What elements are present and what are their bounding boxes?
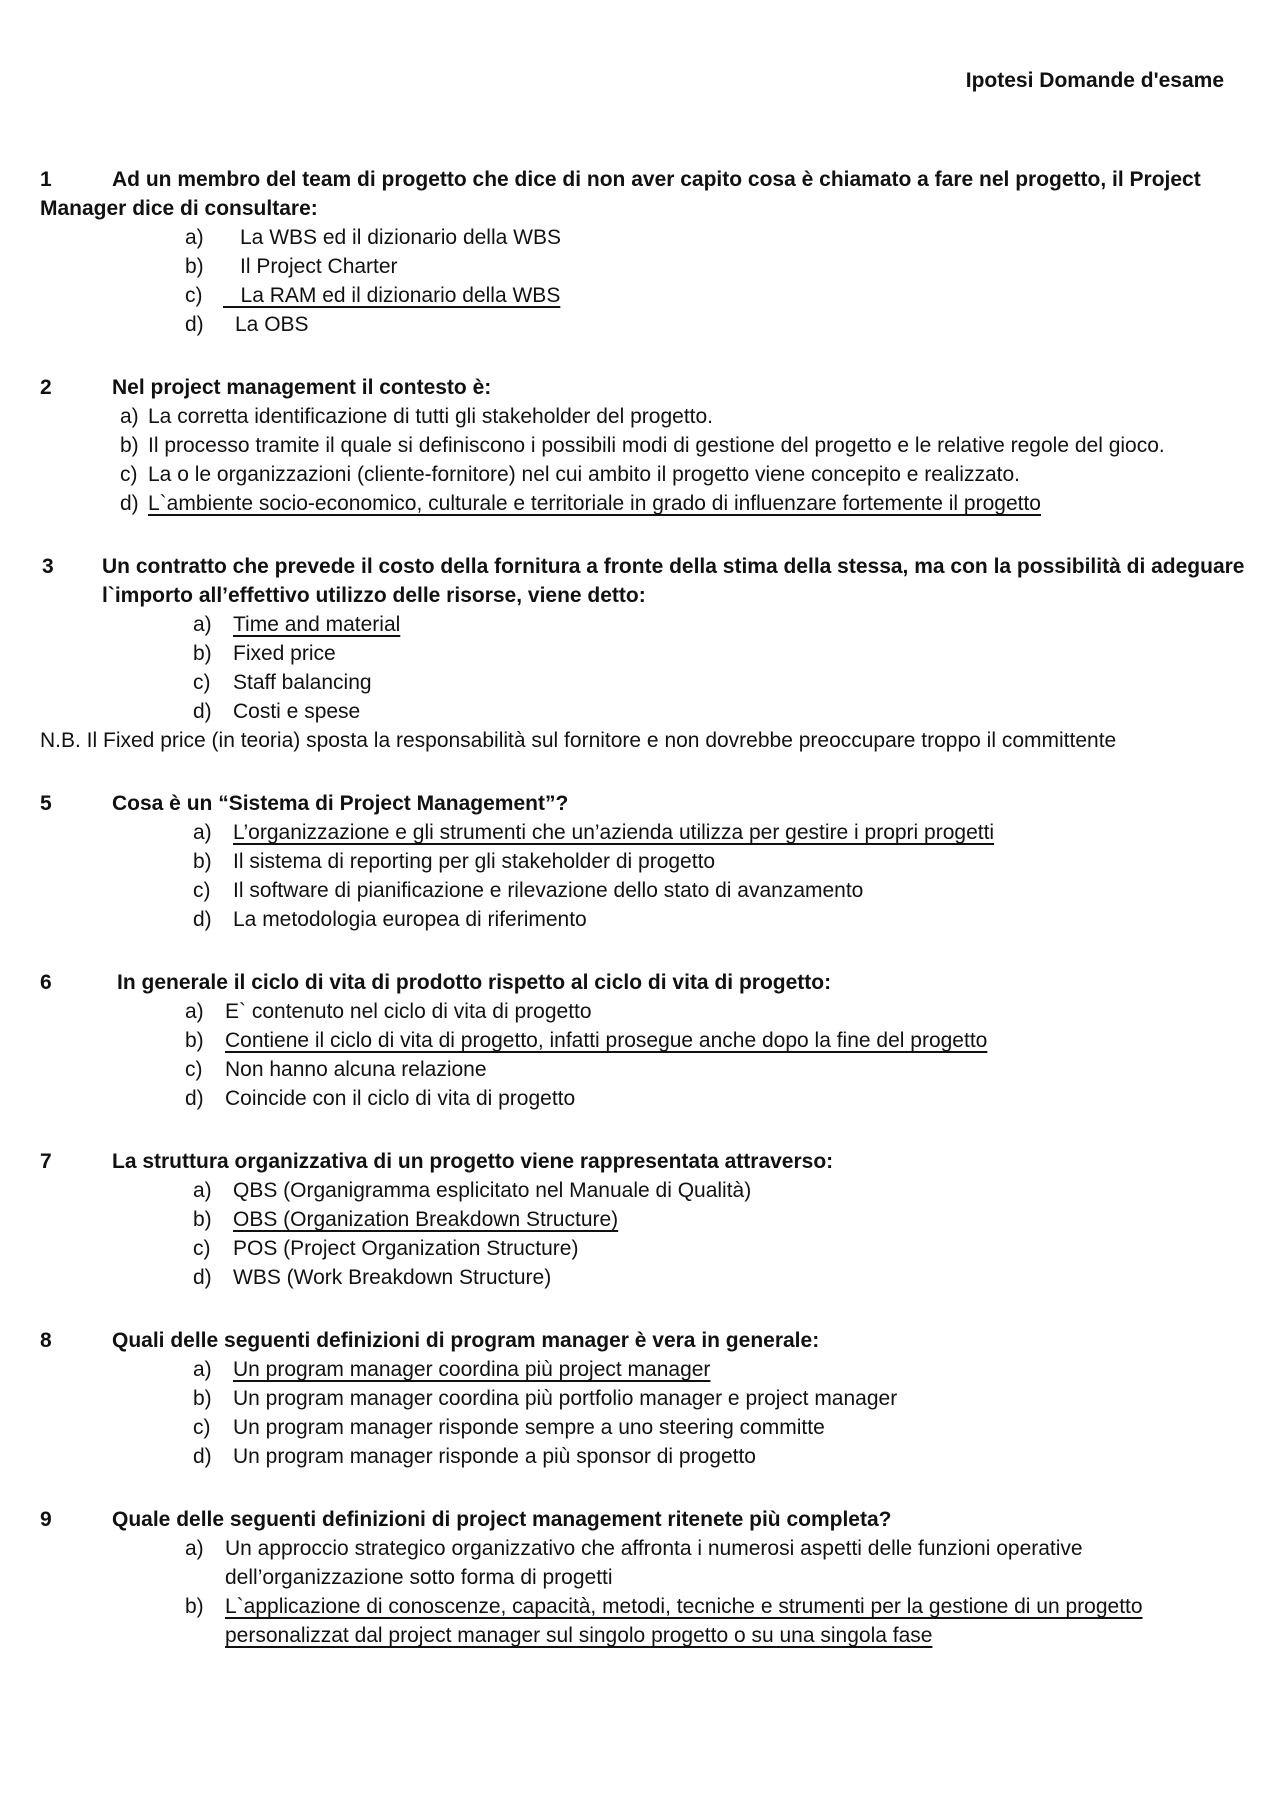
option-text: La RAM ed il dizionario della WBS <box>240 284 561 307</box>
option-text: Non hanno alcuna relazione <box>225 1058 487 1081</box>
question-text: 9 Quale delle seguenti definizioni di project management ritenete più completa? <box>40 1505 1250 1534</box>
option-text: Staff balancing <box>233 671 372 694</box>
question-number: 2 <box>40 376 52 399</box>
question-2 <box>40 373 1250 518</box>
option-letter: d) <box>193 908 212 931</box>
option-text: Contiene il ciclo di vita di progetto, infatti prosegue anche dopo la fine del progetto <box>225 1029 988 1052</box>
option-text: WBS (Work Breakdown Structure) <box>233 1266 552 1289</box>
option-letter: d) <box>120 492 139 515</box>
question-9 <box>40 1505 1250 1650</box>
answer-option-d <box>185 1084 1250 1113</box>
answer-option-b-correct <box>185 1592 1225 1650</box>
question-3 <box>40 552 1250 755</box>
answer-option-b <box>193 847 1250 876</box>
option-letter: d) <box>185 1087 204 1110</box>
option-letter: b) <box>185 1595 204 1618</box>
option-letter: d) <box>185 313 204 336</box>
answer-option-c-correct <box>185 281 1250 310</box>
question-number: 9 <box>40 1508 52 1531</box>
option-letter: a) <box>185 1000 204 1023</box>
option-text: Un approccio strategico organizzativo che affronta i numerosi aspetti delle funzioni operative dell’organizzazione sotto forma di progetti <box>225 1537 1083 1589</box>
answer-option-a-correct <box>193 818 1250 847</box>
question-text: 8 Quali delle seguenti definizioni di program manager è vera in generale: <box>40 1326 1250 1355</box>
question-number: 6 <box>40 971 52 994</box>
option-letter: b) <box>185 1029 204 1052</box>
answer-options <box>40 610 1250 726</box>
question-number: 7 <box>40 1150 52 1173</box>
answer-option-a <box>193 1176 1250 1205</box>
question-8 <box>40 1326 1250 1471</box>
answer-option-a <box>185 223 1250 252</box>
option-letter: d) <box>193 1445 212 1468</box>
option-text: QBS (Organigramma esplicitato nel Manuale di Qualità) <box>233 1179 752 1202</box>
option-letter: c) <box>193 1237 211 1260</box>
option-text: L’organizzazione e gli strumenti che un’azienda utilizza per gestire i propri progetti <box>233 821 995 844</box>
question-number: 3 <box>42 555 54 578</box>
answer-note: N.B. Il Fixed price (in teoria) sposta la responsabilità sul fornitore e non dovrebbe preoccupare troppo il committente <box>40 729 1117 752</box>
option-text: Un program manager coordina più project manager <box>233 1358 711 1381</box>
option-text: Il sistema di reporting per gli stakeholder di progetto <box>233 850 716 873</box>
option-text: Coincide con il ciclo di vita di progetto <box>225 1087 576 1110</box>
question-6 <box>40 968 1250 1113</box>
answer-option-a-correct <box>193 610 1250 639</box>
option-letter: b) <box>193 642 212 665</box>
option-letter: c) <box>193 1416 211 1439</box>
option-letter: c) <box>120 463 138 486</box>
option-letter: b) <box>193 1387 212 1410</box>
option-text: La o le organizzazioni (cliente-fornitore) nel cui ambito il progetto viene concepito e realizzato. <box>148 463 1020 486</box>
answer-options <box>40 997 1250 1113</box>
question-list <box>40 165 1250 1684</box>
option-text: Time and material <box>233 613 401 636</box>
option-letter: b) <box>185 255 204 278</box>
question-text: 1 Ad un membro del team di progetto che dice di non aver capito cosa è chiamato a fare nel progetto, il Project Manager dice di consultare: <box>40 165 1250 223</box>
option-letter: b) <box>193 1208 212 1231</box>
answer-option-c <box>193 876 1250 905</box>
option-text: La WBS ed il dizionario della WBS <box>240 226 561 249</box>
option-text: E` contenuto nel ciclo di vita di progetto <box>225 1000 592 1023</box>
option-text: Fixed price <box>233 642 336 665</box>
option-text: La corretta identificazione di tutti gli stakeholder del progetto. <box>148 405 714 428</box>
question-number: 8 <box>40 1329 52 1352</box>
answer-options <box>40 402 1250 518</box>
option-letter: a) <box>185 226 204 249</box>
answer-options <box>40 223 1250 339</box>
answer-option-c <box>193 1234 1250 1263</box>
option-text: Un program manager risponde sempre a uno steering committe <box>233 1416 825 1439</box>
option-text: Il Project Charter <box>240 255 398 278</box>
option-text: Il software di pianificazione e rilevazione dello stato di avanzamento <box>233 879 864 902</box>
option-letter: b) <box>120 434 139 457</box>
option-text: Il processo tramite il quale si definiscono i possibili modi di gestione del progetto e le relative regole del gioco. <box>148 434 1165 457</box>
answer-option-c <box>193 668 1250 697</box>
answer-option-d <box>193 905 1250 934</box>
question-text: 5 Cosa è un “Sistema di Project Management”? <box>40 789 1250 818</box>
answer-option-a <box>185 997 1250 1026</box>
option-text: La OBS <box>235 313 309 336</box>
answer-option-b <box>185 252 1250 281</box>
option-letter: a) <box>120 405 139 428</box>
question-number: 5 <box>40 792 52 815</box>
question-text: 7 La struttura organizzativa di un progetto viene rappresentata attraverso: <box>40 1147 1250 1176</box>
answer-option-d <box>193 1263 1250 1292</box>
answer-options <box>40 818 1250 934</box>
option-letter: c) <box>193 671 211 694</box>
question-text: 3 Un contratto che prevede il costo della fornitura a fronte della stima della stessa, ma con la possibilità di adeguare l`importo all’effettivo utilizzo delle risorse, viene detto: <box>40 552 1250 610</box>
option-letter: a) <box>185 1537 204 1560</box>
option-letter: a) <box>193 1358 212 1381</box>
answer-option-a <box>185 1534 1225 1592</box>
option-text: L`applicazione di conoscenze, capacità, metodi, tecniche e strumenti per la gestione di un progetto personalizzat dal project manager sul singolo progetto o su una singola fase <box>225 1595 1143 1647</box>
answer-option-b-correct <box>185 1026 1250 1055</box>
answer-option-b-correct <box>193 1205 1250 1234</box>
question-1 <box>40 165 1250 339</box>
answer-option-b <box>193 639 1250 668</box>
answer-option-b <box>120 431 1250 460</box>
option-letter: b) <box>193 850 212 873</box>
answer-options <box>40 1176 1250 1292</box>
question-text: 6 In generale il ciclo di vita di prodotto rispetto al ciclo di vita di progetto: <box>40 968 1250 997</box>
option-text: La metodologia europea di riferimento <box>233 908 587 931</box>
answer-option-c <box>185 1055 1250 1084</box>
answer-option-a-correct <box>193 1355 1250 1384</box>
question-5 <box>40 789 1250 934</box>
answer-options <box>40 1355 1250 1471</box>
option-letter: a) <box>193 1179 212 1202</box>
question-7 <box>40 1147 1250 1292</box>
option-text: OBS (Organization Breakdown Structure) <box>233 1208 619 1231</box>
answer-option-d <box>193 697 1250 726</box>
page-header: Ipotesi Domande d'esame <box>965 69 1224 92</box>
answer-option-c <box>193 1413 1250 1442</box>
option-letter: c) <box>193 879 211 902</box>
question-text: 2 Nel project management il contesto è: <box>40 373 1250 402</box>
answer-option-b <box>193 1384 1250 1413</box>
option-letter: d) <box>193 700 212 723</box>
answer-option-c <box>120 460 1250 489</box>
answer-option-d <box>193 1442 1250 1471</box>
answer-option-d-correct <box>120 489 1250 518</box>
answer-option-d <box>185 310 1250 339</box>
answer-option-a <box>120 402 1250 431</box>
option-letter: a) <box>193 613 212 636</box>
option-text: L`ambiente socio-economico, culturale e territoriale in grado di influenzare fortemente il progetto <box>148 492 1041 515</box>
option-letter: c) <box>185 284 203 307</box>
question-number: 1 <box>40 168 52 191</box>
answer-options <box>40 1534 1225 1650</box>
option-text: Un program manager risponde a più sponsor di progetto <box>233 1445 756 1468</box>
option-text: Un program manager coordina più portfolio manager e project manager <box>233 1387 898 1410</box>
option-letter: c) <box>185 1058 203 1081</box>
option-text: Costi e spese <box>233 700 361 723</box>
option-letter: d) <box>193 1266 212 1289</box>
option-letter: a) <box>193 821 212 844</box>
option-text: POS (Project Organization Structure) <box>233 1237 579 1260</box>
